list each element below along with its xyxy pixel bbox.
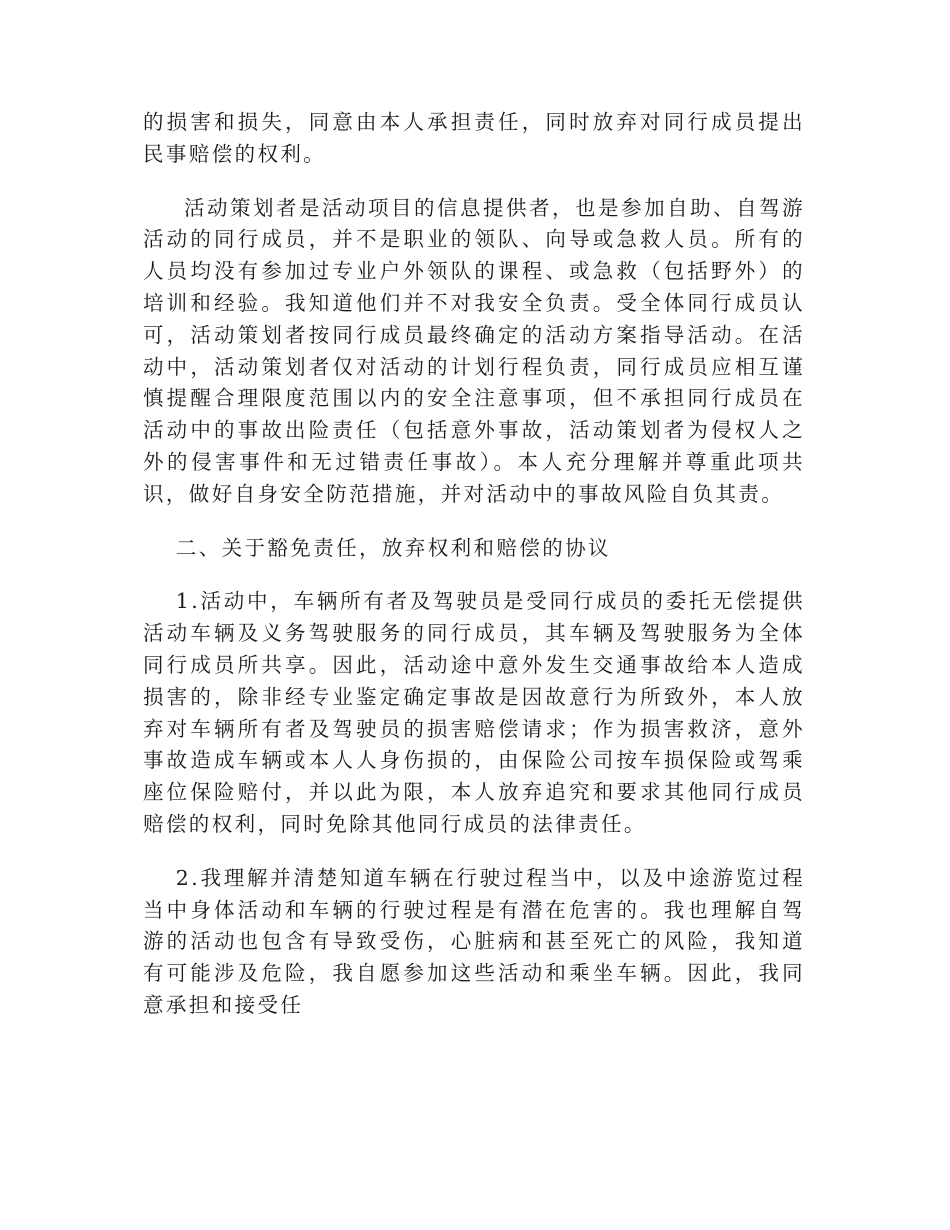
paragraph-planner-role: 活动策划者是活动项目的信息提供者，也是参加自助、自驾游活动的同行成员，并不是职业的领队、向导或急救人员。所有的人员均没有参加过专业户外领队的课程、或急救（包括野外）的培训和经验。我知道他们并不对我安全负责。受全体同行成员认可，活动策划者按同行成员最终确定的活动方案指导活动。在活动中，活动策划者仅对活动的计划行程负责，同行成员应相互谨慎提醒合理限度范围以内的安全注意事项，但不承担同行成员在活动中的事故出险责任（包括意外事故，活动策划者为侵权人之外的侵害事件和无过错责任事故）。本人充分理解并尊重此项共识，做好自身安全防范措施，并对活动中的事故风险自负其责。 [143,195,805,506]
paragraph-clause-1: 1.活动中，车辆所有者及驾驶员是受同行成员的委托无偿提供活动车辆及义务驾驶服务的同行成员，其车辆及驾驶服务为全体同行成员所共享。因此，活动途中意外发生交通事故给本人造成损害的，除非经专业鉴定确定事故是因故意行为所致外，本人放弃对车辆所有者及驾驶员的损害赔偿请求；作为损害救济，意外事故造成车辆或本人人身伤损的，由保险公司按车损保险或驾乘座位保险赔付，并以此为限，本人放弃追究和要求其他同行成员赔偿的权利，同时免除其他同行成员的法律责任。 [143,589,805,836]
paragraph-clause-2: 2.我理解并清楚知道车辆在行驶过程当中，以及中途游览过程当中身体活动和车辆的行驶过程是有潜在危害的。我也理解自驾游的活动也包含有导致受伤，心脏病和甚至死亡的风险，我知道有可能涉及危险，我自愿参加这些活动和乘坐车辆。因此，我同意承担和接受任 [143,865,805,1017]
document-page [143,107,805,1022]
section-heading-liability-waiver: 二、关于豁免责任，放弃权利和赔偿的协议 [175,535,611,560]
paragraph-continuation: 的损害和损失，同意由本人承担责任，同时放弃对同行成员提出民事赔偿的权利。 [143,110,805,166]
